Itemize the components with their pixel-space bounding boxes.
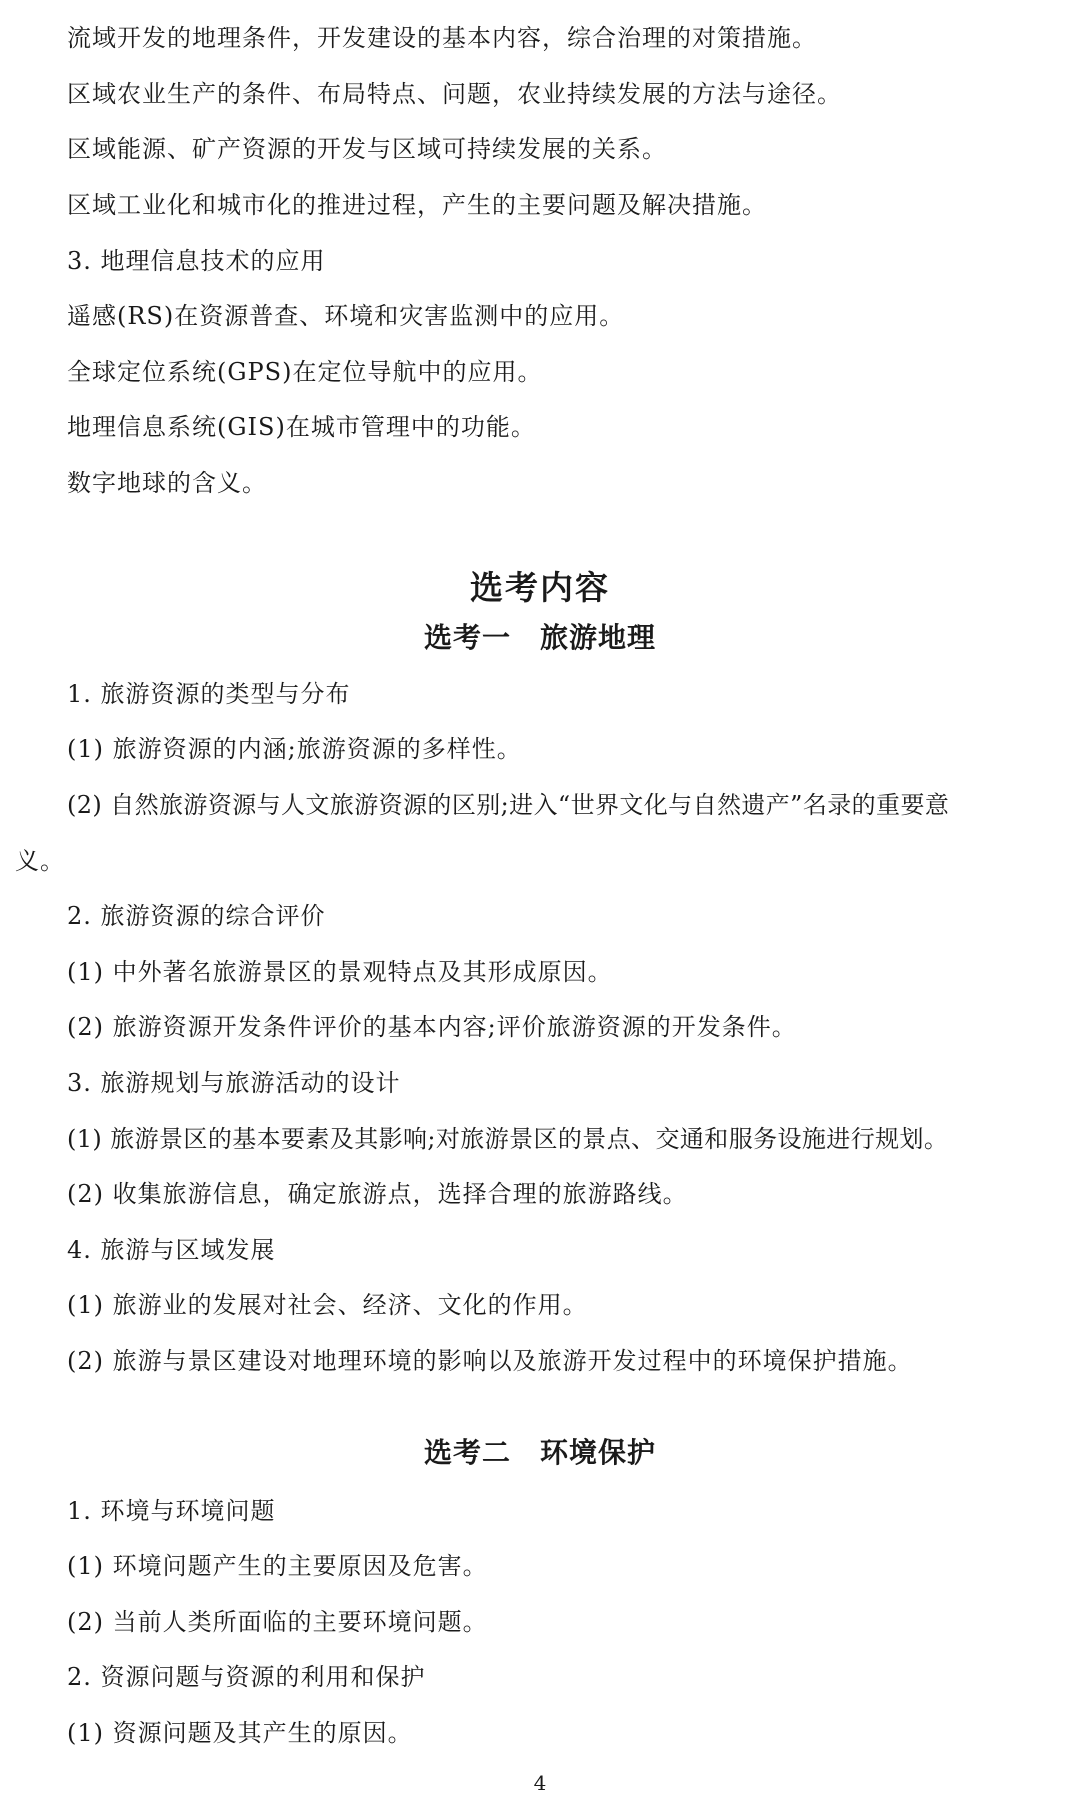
text-line: 地理信息系统(GIS)在城市管理中的功能。 xyxy=(67,413,536,441)
text-line: 区域能源、矿产资源的开发与区域可持续发展的关系。 xyxy=(67,135,667,163)
section-title: 选考内容 xyxy=(470,568,610,607)
item-heading: 3. 旅游规划与旅游活动的设计 xyxy=(67,1069,401,1097)
item-heading: 2. 旅游资源的综合评价 xyxy=(67,902,326,930)
text-line: 全球定位系统(GPS)在定位导航中的应用。 xyxy=(67,358,543,386)
text-line: (1) 中外著名旅游景区的景观特点及其形成原因。 xyxy=(67,958,613,986)
text-line: (2) 收集旅游信息，确定旅游点，选择合理的旅游路线。 xyxy=(67,1180,688,1208)
text-line: (1) 环境问题产生的主要原因及危害。 xyxy=(67,1552,488,1580)
text-line: (2) 当前人类所面临的主要环境问题。 xyxy=(67,1608,488,1636)
text-line: 遥感(RS)在资源普查、环境和灾害监测中的应用。 xyxy=(67,302,625,330)
text-line: (1) 资源问题及其产生的原因。 xyxy=(67,1719,413,1747)
text-line: 区域工业化和城市化的推进过程，产生的主要问题及解决措施。 xyxy=(67,191,767,219)
item-heading: 1. 环境与环境问题 xyxy=(67,1497,276,1525)
elective2-title: 选考二 环境保护 xyxy=(423,1436,656,1469)
text-line-continuation: 义。 xyxy=(15,847,65,875)
page-number: 4 xyxy=(533,1771,547,1795)
item-heading: 2. 资源问题与资源的利用和保护 xyxy=(67,1663,426,1691)
text-line: (2) 旅游与景区建设对地理环境的影响以及旅游开发过程中的环境保护措施。 xyxy=(67,1347,913,1375)
elective1-title: 选考一 旅游地理 xyxy=(423,621,656,654)
text-line: (1) 旅游业的发展对社会、经济、文化的作用。 xyxy=(67,1291,588,1319)
text-line: (2) 旅游资源开发条件评价的基本内容;评价旅游资源的开发条件。 xyxy=(67,1013,797,1041)
item-heading: 3. 地理信息技术的应用 xyxy=(67,247,326,275)
item-heading: 1. 旅游资源的类型与分布 xyxy=(67,680,351,708)
text-line: 区域农业生产的条件、布局特点、问题，农业持续发展的方法与途径。 xyxy=(67,80,842,108)
text-line: 数字地球的含义。 xyxy=(67,469,267,497)
text-line: (1) 旅游资源的内涵;旅游资源的多样性。 xyxy=(67,735,522,763)
text-line: 流域开发的地理条件，开发建设的基本内容，综合治理的对策措施。 xyxy=(67,24,817,52)
text-line: (2) 自然旅游资源与人文旅游资源的区别;进入“世界文化与自然遗产”名录的重要意 xyxy=(67,791,950,819)
text-line: (1) 旅游景区的基本要素及其影响;对旅游景区的景点、交通和服务设施进行规划。 xyxy=(67,1125,949,1153)
item-heading: 4. 旅游与区域发展 xyxy=(67,1236,276,1264)
